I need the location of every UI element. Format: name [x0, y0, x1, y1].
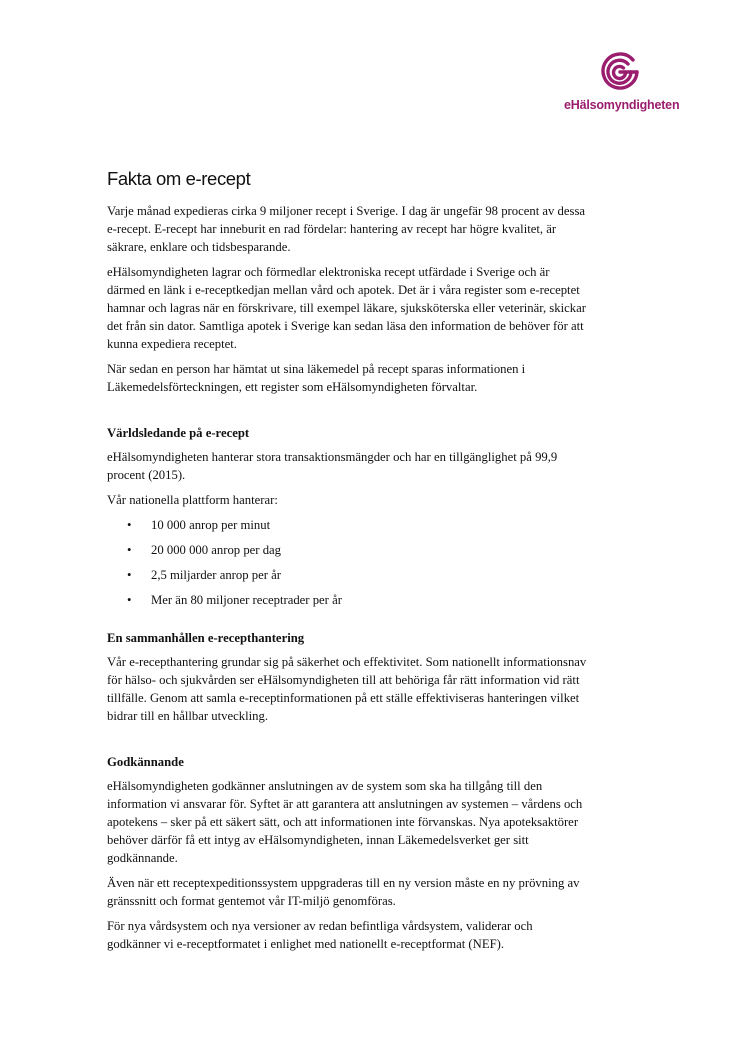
list-item: • 10 000 anrop per minut [127, 518, 271, 532]
section1-paragraph-1: eHälsomyndigheten hanterar stora transaktionsmängder och har en tillgänglighet på 99,9 procent (2015). [107, 450, 558, 482]
section3-paragraph-3: För nya vårdsystem och nya versioner av redan befintliga vårdsystem, validerar och godkänner vi e-receptformatet i enlighet med nationellt e-receptformat (NEF). [107, 919, 533, 951]
logo-text: eHälsomyndigheten [564, 98, 680, 112]
section3-paragraph-1: eHälsomyndigheten godkänner anslutningen av de system som ska ha tillgång till den information vi ansvarar för. Syftet är att garantera att anslutningen av systemen – vårdens och apotekens – sker på ett säkert sätt, och att informationen inte förvanskas. Nya apoteksaktörer behöver därför få ett intyg av eHälsomyndigheten, innan Läkemedelsverket ger sitt godkännande. [107, 779, 583, 865]
bullet: • [127, 543, 132, 557]
section1-paragraph-2: Vår nationella plattform hanterar: [107, 493, 278, 507]
intro-paragraph-3: När sedan en person har hämtat ut sina läkemedel på recept sparas informationen i Läkemedelsförteckningen, ett register som eHälsomyndigheten förvaltar. [107, 362, 526, 394]
bullet: • [127, 568, 132, 582]
section-heading-godkannande: Godkännande [107, 755, 184, 769]
platform-capacity-list [107, 516, 587, 609]
list-item: • Mer än 80 miljoner receptrader per år [127, 593, 342, 607]
bullet: • [127, 593, 132, 607]
intro-paragraph-1: Varje månad expedieras cirka 9 miljoner recept i Sverige. I dag är ungefär 98 procent av dessa e-recept. E-recept har inneburit en rad fördelar: hantering av recept har högre kvalitet, är säkrare, enklare och tidsbesparande. [107, 204, 586, 254]
ehalsomyndigheten-logo-icon [600, 52, 640, 92]
document-body [107, 168, 587, 960]
page-title: Fakta om e-recept [107, 168, 251, 189]
bullet: • [127, 518, 132, 532]
list-item: • 20 000 000 anrop per dag [127, 543, 282, 557]
section2-paragraph-1: Vår e-recepthantering grundar sig på säkerhet och effektivitet. Som nationellt informationsnav för hälso- och sjukvården ser eHälsomyndigheten till att behöriga får rätt information vid rätt tillfälle. Genom att samla e-receptinformationen på ett ställe effektiviseras hanteringen vilket bidrar till en hållbar utveckling. [107, 655, 587, 723]
section-heading-sammanhallen: En sammanhållen e-recepthantering [107, 631, 305, 645]
logo [564, 52, 704, 112]
section3-paragraph-2: Även när ett receptexpeditionssystem uppgraderas till en ny version måste en ny prövning av gränssnitt och format gentemot vår IT-miljö genomföras. [107, 876, 580, 908]
list-item: • 2,5 miljarder anrop per år [127, 568, 281, 582]
intro-paragraph-2: eHälsomyndigheten lagrar och förmedlar elektroniska recept utfärdade i Sverige och är därmed en länk i e-receptkedjan mellan vård och apotek. Det är i våra register som e-receptet hamnar och lagras när en förskrivare, till exempel läkare, sjuksköterska eller veterinär, skickar det från sin dator. Samtliga apotek i Sverige kan sedan läsa den information de behöver för att kunna expediera receptet. [107, 265, 586, 351]
section-heading-varldsledande: Världsledande på e-recept [107, 426, 250, 440]
